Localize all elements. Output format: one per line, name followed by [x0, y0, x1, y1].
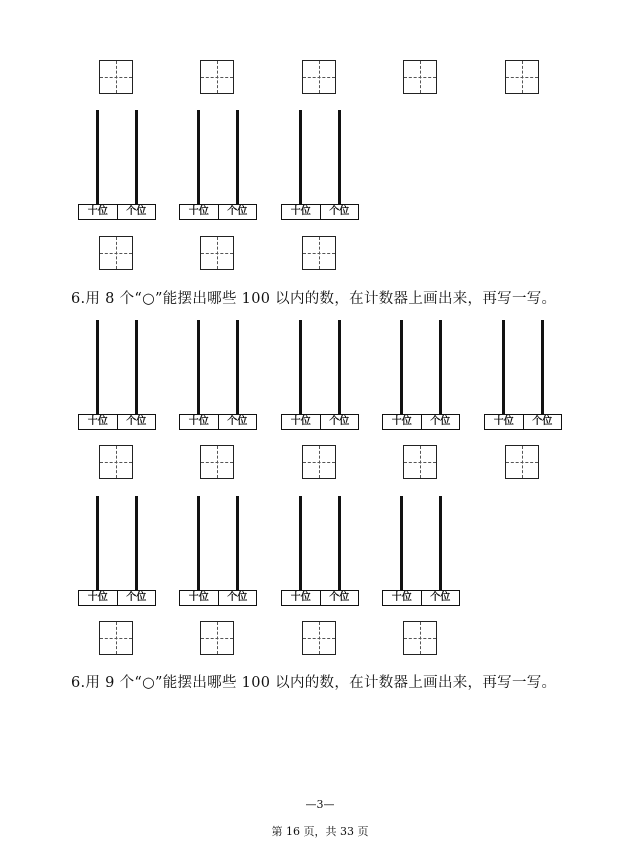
ones-rod [338, 496, 341, 590]
answer-box[interactable] [99, 60, 133, 94]
tens-label: 十位 [391, 592, 412, 603]
ones-label: 个位 [421, 415, 460, 429]
counting-frame [179, 110, 257, 220]
counting-frame [78, 110, 156, 220]
answer-box[interactable] [403, 60, 437, 94]
counting-frame-base [281, 204, 359, 220]
question-text: 6.用 9 个“○”能摆出哪些 100 以内的数，在计数器上画出来，再写一写。 [71, 675, 557, 691]
answer-box[interactable] [403, 621, 437, 655]
tens-rod [96, 110, 99, 204]
ones-rod [135, 496, 138, 590]
answer-box[interactable] [505, 60, 539, 94]
ones-rod [439, 320, 442, 414]
tens-rod [299, 320, 302, 414]
counting-frame [179, 496, 257, 606]
ones-rod [135, 320, 138, 414]
tens-rod [197, 320, 200, 414]
counting-frame [281, 496, 359, 606]
counting-frame-base [382, 414, 460, 430]
counting-frame-base [281, 414, 359, 430]
answer-box[interactable] [99, 621, 133, 655]
counting-frame-base [179, 590, 257, 606]
counting-frame [382, 320, 460, 430]
ones-rod [338, 110, 341, 204]
counting-frame-base [484, 414, 562, 430]
ones-label: 个位 [218, 205, 257, 219]
tens-rod [400, 320, 403, 414]
ones-rod [439, 496, 442, 590]
ones-label: 个位 [117, 591, 156, 605]
tens-rod [299, 496, 302, 590]
counting-frame [281, 110, 359, 220]
ones-label: 个位 [218, 591, 257, 605]
answer-box[interactable] [200, 445, 234, 479]
counting-frame-base [78, 590, 156, 606]
ones-rod [236, 110, 239, 204]
tens-label: 十位 [391, 416, 412, 427]
counting-frame [78, 496, 156, 606]
tens-rod [197, 496, 200, 590]
counting-frame-base [382, 590, 460, 606]
tens-label: 十位 [188, 206, 209, 217]
tens-rod [299, 110, 302, 204]
question-text: 6.用 8 个“○”能摆出哪些 100 以内的数，在计数器上画出来，再写一写。 [71, 291, 557, 307]
ones-rod [338, 320, 341, 414]
counting-frame-base [179, 204, 257, 220]
ones-label: 个位 [218, 415, 257, 429]
ones-rod [135, 110, 138, 204]
counting-frame-base [281, 590, 359, 606]
counting-frame [78, 320, 156, 430]
answer-box[interactable] [302, 60, 336, 94]
tens-label: 十位 [493, 416, 514, 427]
ones-label: 个位 [320, 205, 359, 219]
counting-frame [281, 320, 359, 430]
page-mark: —3— [305, 798, 335, 811]
tens-rod [96, 496, 99, 590]
answer-box[interactable] [200, 236, 234, 270]
answer-box[interactable] [302, 445, 336, 479]
counting-frame-base [78, 414, 156, 430]
tens-rod [96, 320, 99, 414]
ones-label: 个位 [320, 591, 359, 605]
counting-frame [382, 496, 460, 606]
answer-box[interactable] [99, 236, 133, 270]
ones-rod [541, 320, 544, 414]
counting-frame [484, 320, 562, 430]
tens-label: 十位 [290, 592, 311, 603]
tens-label: 十位 [87, 592, 108, 603]
ones-label: 个位 [320, 415, 359, 429]
answer-box[interactable] [505, 445, 539, 479]
counting-frame-base [179, 414, 257, 430]
tens-label: 十位 [188, 592, 209, 603]
ones-label: 个位 [117, 205, 156, 219]
tens-label: 十位 [188, 416, 209, 427]
answer-box[interactable] [200, 60, 234, 94]
answer-box[interactable] [302, 621, 336, 655]
ones-label: 个位 [421, 591, 460, 605]
tens-label: 十位 [87, 206, 108, 217]
answer-box[interactable] [200, 621, 234, 655]
answer-box[interactable] [302, 236, 336, 270]
tens-label: 十位 [290, 206, 311, 217]
answer-box[interactable] [99, 445, 133, 479]
tens-label: 十位 [290, 416, 311, 427]
ones-label: 个位 [523, 415, 562, 429]
tens-rod [400, 496, 403, 590]
ones-rod [236, 496, 239, 590]
ones-rod [236, 320, 239, 414]
tens-rod [502, 320, 505, 414]
page-count: 第 16 页，共 33 页 [271, 825, 369, 838]
answer-box[interactable] [403, 445, 437, 479]
tens-label: 十位 [87, 416, 108, 427]
counting-frame-base [78, 204, 156, 220]
tens-rod [197, 110, 200, 204]
counting-frame [179, 320, 257, 430]
ones-label: 个位 [117, 415, 156, 429]
